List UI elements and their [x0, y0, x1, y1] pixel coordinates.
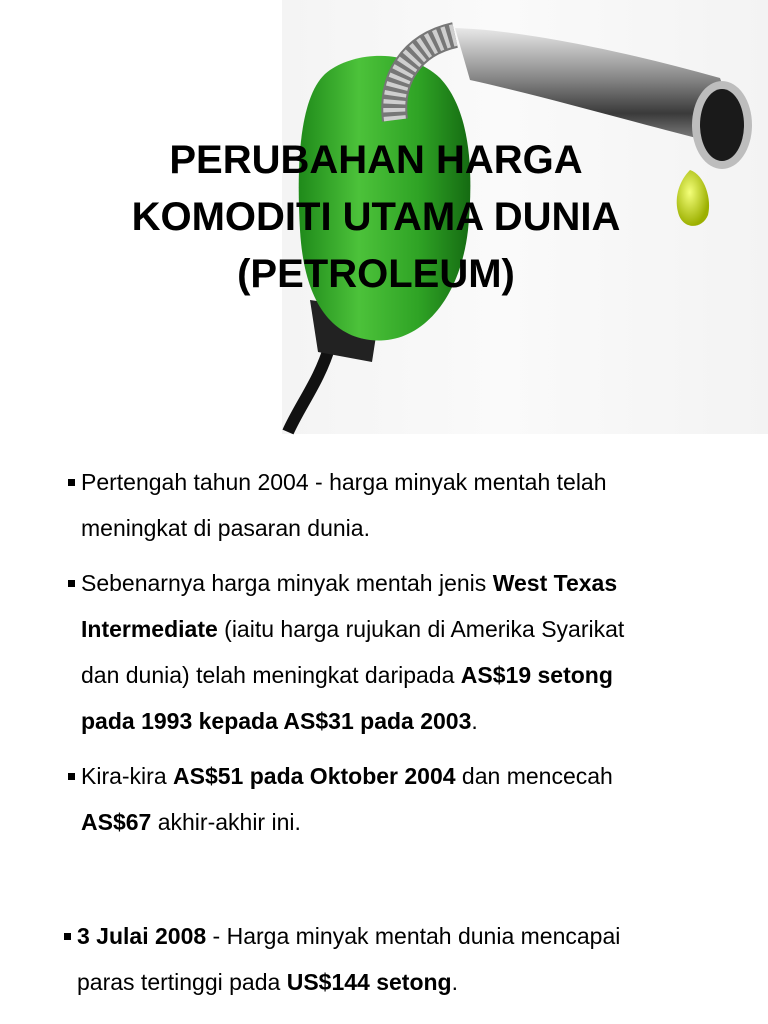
bullet-1-line-2: meningkat di pasaran dunia.: [81, 515, 370, 541]
title-line-2: KOMODITI UTAMA DUNIA: [131, 195, 621, 239]
bullet-3-line-1b: AS$51 pada Oktober 2004: [173, 763, 456, 789]
bullet-3-line-2b: akhir-akhir ini.: [151, 809, 301, 835]
bullet-2-line-3a: dan dunia) telah meningkat daripada: [81, 662, 461, 688]
bullet-2-line-3b: AS$19 setong: [460, 662, 613, 688]
bullet-1-line-1: Pertengah tahun 2004 - harga minyak mentah telah: [81, 469, 607, 495]
bullet-2-line-4a: pada 1993 kepada AS$31 pada 2003: [81, 708, 472, 734]
bullet-item-3: [81, 753, 721, 845]
bullet-2-line-2b: (iaitu harga rujukan di Amerika Syarikat: [217, 616, 625, 642]
bullet-2-line-1a: Sebenarnya harga minyak mentah jenis: [81, 570, 493, 596]
bullet-item-1: [81, 459, 721, 551]
title-line-3: (PETROLEUM): [237, 252, 515, 296]
bullet-4-line-2a: paras tertinggi pada: [77, 969, 287, 995]
bullet-4-line-1b: - Harga minyak mentah dunia mencapai: [206, 923, 621, 949]
bullet-2-line-1b: West Texas: [492, 570, 618, 596]
bullet-marker: [64, 933, 71, 940]
bullet-marker: [68, 580, 75, 587]
bullet-3-line-2a: AS$67: [81, 809, 152, 835]
bullet-item-4: [77, 913, 737, 1005]
bullet-4-line-1a: 3 Julai 2008: [77, 923, 207, 949]
bullet-4-line-2c: .: [451, 969, 458, 995]
bullet-marker: [68, 773, 75, 780]
bullet-2-line-2a: Intermediate: [81, 616, 218, 642]
title-line-1: PERUBAHAN HARGA: [169, 138, 583, 182]
bullet-4-line-2b: US$144 setong: [286, 969, 452, 995]
bullet-marker: [68, 479, 75, 486]
bullet-3-line-1c: dan mencecah: [455, 763, 613, 789]
bullet-2-line-4b: .: [471, 708, 478, 734]
bullet-3-line-1a: Kira-kira: [81, 763, 174, 789]
bullet-item-2: [81, 560, 721, 744]
